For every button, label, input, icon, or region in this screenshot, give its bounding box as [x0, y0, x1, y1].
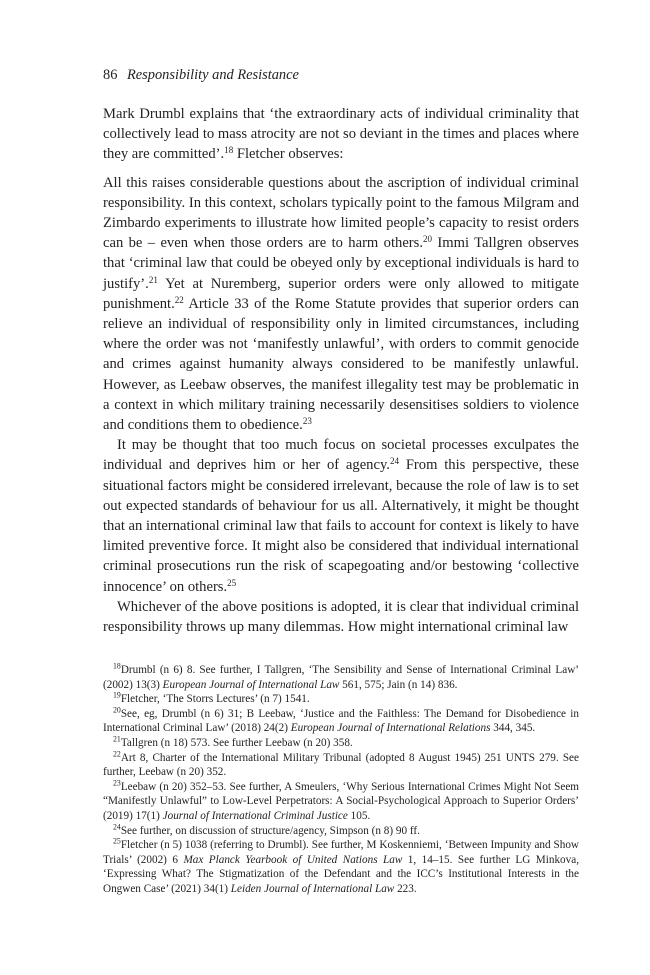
footnote-25: [103, 838, 579, 896]
footnote-23: [103, 780, 579, 824]
paragraph-2: [103, 173, 579, 436]
footnote-ref: 20: [422, 234, 433, 245]
footnote-number: 18: [113, 661, 121, 671]
text-run: 1, 14–15. See further LG Minkova, ‘Expressing What? The Stigmatization of the Defendant and the ICC’s Institutional Interests in the Ongwen Case’ (2021) 34(1): [103, 853, 579, 895]
text-run: All this raises considerable questions about the ascription of individual criminal responsibility. In this context, scholars typically point to the famous Milgram and Zimbardo experiments to illustrate how limited people’s capacity to resist orders can be – even when those orders are to harm others.: [103, 174, 579, 252]
text-run: Mark Drumbl explains that ‘the extraordinary acts of individual criminality that collectively lead to mass atrocity are not so deviant in the times and places where they are committed’.: [103, 106, 579, 163]
journal-title: Journal of International Criminal Justice: [162, 809, 348, 822]
text-run: 105.: [347, 809, 371, 822]
text-run: Whichever of the above positions is adopted, it is clear that individual criminal responsibility throws up many dilemmas. How might international criminal law: [103, 598, 579, 636]
footnote-number: 22: [113, 749, 121, 759]
footnotes: [103, 663, 579, 897]
paragraph-3: [103, 435, 579, 597]
text-run: Tallgren (n 18) 573. See further Leebaw (n 20) 358.: [120, 736, 353, 749]
text-run: From this perspective, these situational factors might be considered irrelevant, because the role of law is to set out expected standards of behaviour for us all. Alternatively, it might be thought that an international criminal law that fails to account for context is likely to have limited preventive force. It might also be considered that individual international criminal prosecutions run the risk of scapegoating and/or bestowing ‘collective innocence’ on others.: [103, 457, 580, 595]
journal-title: Leiden Journal of International Law: [230, 882, 395, 895]
footnote-18: [103, 663, 579, 692]
footnote-22: [103, 751, 579, 780]
text-run: 344, 345.: [490, 722, 536, 735]
journal-title: European Journal of International Law: [162, 678, 340, 691]
footnote-ref: 21: [148, 274, 158, 285]
text-run: See, eg, Drumbl (n 6) 31; B Leebaw, ‘Justice and the Faithless: The Demand for Disobedience in International Criminal Law’ (2018) 24(2): [103, 707, 579, 735]
text-run: Fletcher, ‘The Storrs Lectures’ (n 7) 1541.: [120, 693, 310, 706]
text-run: 561, 575; Jain (n 14) 836.: [339, 678, 458, 691]
footnote-21: [103, 736, 579, 751]
footnote-ref: 23: [302, 416, 312, 427]
running-title: Responsibility and Resistance: [127, 67, 299, 83]
text-run: It may be thought that too much focus on societal processes exculpates the individual and deprives him or her of agency.: [103, 437, 579, 474]
text-run: See further, on discussion of structure/agency, Simpson (n 8) 90 ff.: [120, 824, 420, 837]
text-run: Fletcher observes:: [233, 146, 344, 163]
running-header: [103, 66, 299, 84]
footnote-number: 23: [113, 778, 121, 788]
main-text: [103, 104, 579, 637]
footnote-number: 19: [113, 690, 121, 700]
footnote-ref: 25: [227, 577, 237, 588]
text-run: 223.: [394, 882, 417, 895]
journal-title: European Journal of International Relations: [290, 722, 491, 735]
footnote-ref: 18: [224, 145, 234, 156]
footnote-20: [103, 707, 579, 736]
footnote-24: [103, 824, 579, 839]
paragraph-1: [103, 104, 579, 165]
footnote-ref: 24: [389, 456, 400, 467]
footnote-number: 24: [113, 822, 121, 832]
journal-title: Max Planck Yearbook of United Nations Law: [183, 853, 403, 866]
text-run: Fletcher (n 5) 1038 (referring to Drumbl). See further, M Koskenniemi, ‘Between Impunity and Show Trials’ (2002) 6: [103, 839, 579, 866]
footnote-ref: 22: [174, 294, 184, 305]
footnote-19: [103, 692, 579, 707]
footnote-number: 20: [113, 705, 121, 715]
footnote-number: 21: [113, 734, 121, 744]
page-number: 86: [103, 67, 118, 83]
footnote-number: 25: [113, 836, 121, 846]
text-run: Yet at Nuremberg, superior orders were only allowed to mitigate punishment.: [103, 275, 579, 312]
text-run: Article 33 of the Rome Statute provides that superior orders can relieve an individual of responsibility only in limited circumstances, including where the order was not ‘manifestly unlawful’, with orders to commit genocide and crimes against humanity always considered to be manifestly unlawful. However, as Leebaw observes, the manifest illegality test may be problematic in a context in which military training necessarily desensitises soldiers to violence and conditions them to obedience.: [103, 295, 579, 434]
text-run: Art 8, Charter of the International Military Tribunal (adopted 8 August 1945) 251 UNTS 279. See further, Leebaw (n 20) 352.: [103, 751, 579, 779]
text-run: Leebaw (n 20) 352–53. See further, A Smeulers, ‘Why Serious International Crimes Might Not Seem “Manifestly Unlawful” to Low-Level Perpetrators: A Social-Psychological Approach to Superior Orders’ (2019) 17(1): [103, 780, 579, 822]
paragraph-4: [103, 597, 579, 637]
text-run: Immi Tallgren observes that ‘criminal law that could be obeyed only by exceptional individuals is hard to justify’.: [103, 235, 579, 292]
text-run: Drumbl (n 6) 8. See further, I Tallgren, ‘The Sensibility and Sense of International Criminal Law’ (2002) 13(3): [103, 664, 579, 691]
